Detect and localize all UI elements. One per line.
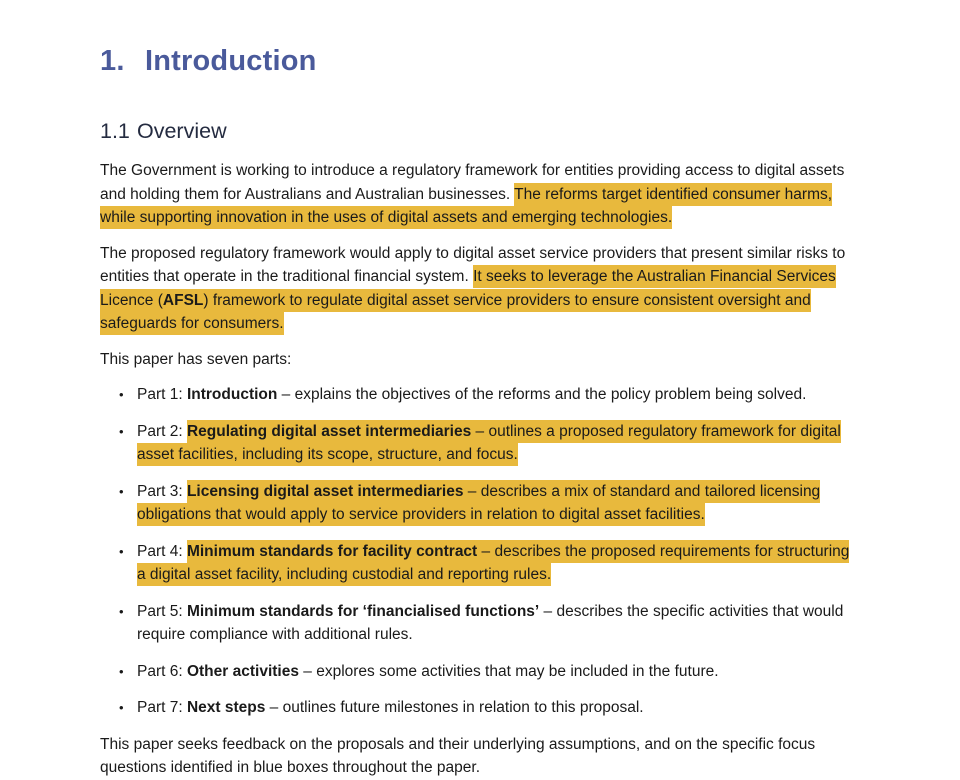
list-item-text	[137, 480, 857, 527]
list-item-text	[137, 420, 857, 467]
text-run: ) framework to regulate digital asset service providers to ensure consistent oversight and safeguards for consumers.	[100, 289, 811, 336]
text-run: – explains the objectives of the reforms and the policy problem being solved.	[277, 386, 807, 403]
list-item-text	[137, 600, 857, 647]
paragraph	[100, 159, 857, 230]
paragraph	[100, 242, 857, 336]
list-item	[100, 480, 857, 527]
list-item-text	[137, 540, 857, 587]
text-run: Part 3:	[137, 482, 187, 500]
text-run: Part 6:	[137, 662, 187, 680]
text-run: – outlines a proposed regulatory framework for digital asset facilities, including its scope, structure, and focus.	[137, 420, 841, 467]
bullet-icon: •	[119, 700, 124, 715]
bullet-icon: •	[119, 603, 124, 619]
list-item-text	[137, 383, 857, 407]
bullet-icon: •	[119, 387, 124, 402]
section-heading	[100, 45, 857, 78]
bullet-icon: •	[119, 663, 124, 679]
bullet-icon: •	[119, 543, 124, 559]
text-run: Other activities	[186, 662, 299, 680]
text-run: The proposed regulatory framework would apply to digital asset service providers that present similar risks to entities that operate in the traditional financial system.	[100, 244, 846, 285]
list-item	[100, 600, 857, 647]
section-title: Introduction	[145, 45, 317, 77]
bullet-icon: •	[119, 423, 124, 439]
text-run: – describes the proposed requirements for structuring a digital asset facility, including custodial and reporting rules.	[137, 540, 849, 587]
text-run: – explores some activities that may be included in the future.	[298, 662, 719, 680]
text-run: This paper has seven parts:	[100, 350, 292, 368]
text-run: Next steps	[186, 699, 266, 716]
bullet-icon: •	[119, 483, 124, 499]
paragraph	[100, 733, 857, 780]
text-run: Part 4:	[137, 542, 187, 560]
text-run: – outlines future milestones in relation to this proposal.	[265, 699, 644, 716]
subsection-number: 1.1	[100, 119, 130, 143]
list-item	[100, 383, 857, 407]
subsection-title: Overview	[137, 119, 227, 143]
text-run: Minimum standards for facility contract	[187, 540, 477, 563]
text-run: – describes a mix of standard and tailored licensing obligations that would apply to service providers in relation to digital asset facilities.	[137, 480, 820, 527]
list-item	[100, 420, 857, 467]
paragraph	[100, 348, 857, 372]
text-run: The reforms target identified consumer harms, while supporting innovation in the uses of digital assets and emerging technologies.	[100, 183, 832, 230]
text-run: Part 2:	[137, 422, 187, 440]
text-run: The Government is working to introduce a regulatory framework for entities providing access to digital assets and holding them for Australians and Australian businesses.	[100, 162, 845, 203]
text-run: Introduction	[186, 386, 278, 403]
text-run: Part 7:	[137, 699, 187, 716]
list-item	[100, 660, 857, 684]
list-item	[100, 540, 857, 587]
text-run: Minimum standards for ‘financialised functions’	[186, 602, 540, 620]
subsection-heading	[100, 119, 857, 144]
text-run: Licensing digital asset intermediaries	[187, 480, 464, 503]
text-run: AFSL	[163, 289, 203, 312]
list-item	[100, 696, 857, 720]
text-run: It seeks to leverage the Australian Financial Services Licence (	[100, 265, 836, 312]
section-number: 1.	[100, 45, 125, 77]
list-item-text	[137, 660, 857, 684]
text-run: Part 1:	[137, 386, 187, 403]
text-run: – describes the specific activities that would require compliance with additional rules.	[137, 602, 844, 643]
document-body	[100, 159, 857, 780]
text-run: This paper seeks feedback on the proposals and their underlying assumptions, and on the specific focus questions identified in blue boxes throughout the paper.	[100, 735, 816, 776]
text-run: Part 5:	[137, 602, 187, 620]
list-item-text	[137, 696, 857, 720]
text-run: Regulating digital asset intermediaries	[187, 420, 471, 443]
